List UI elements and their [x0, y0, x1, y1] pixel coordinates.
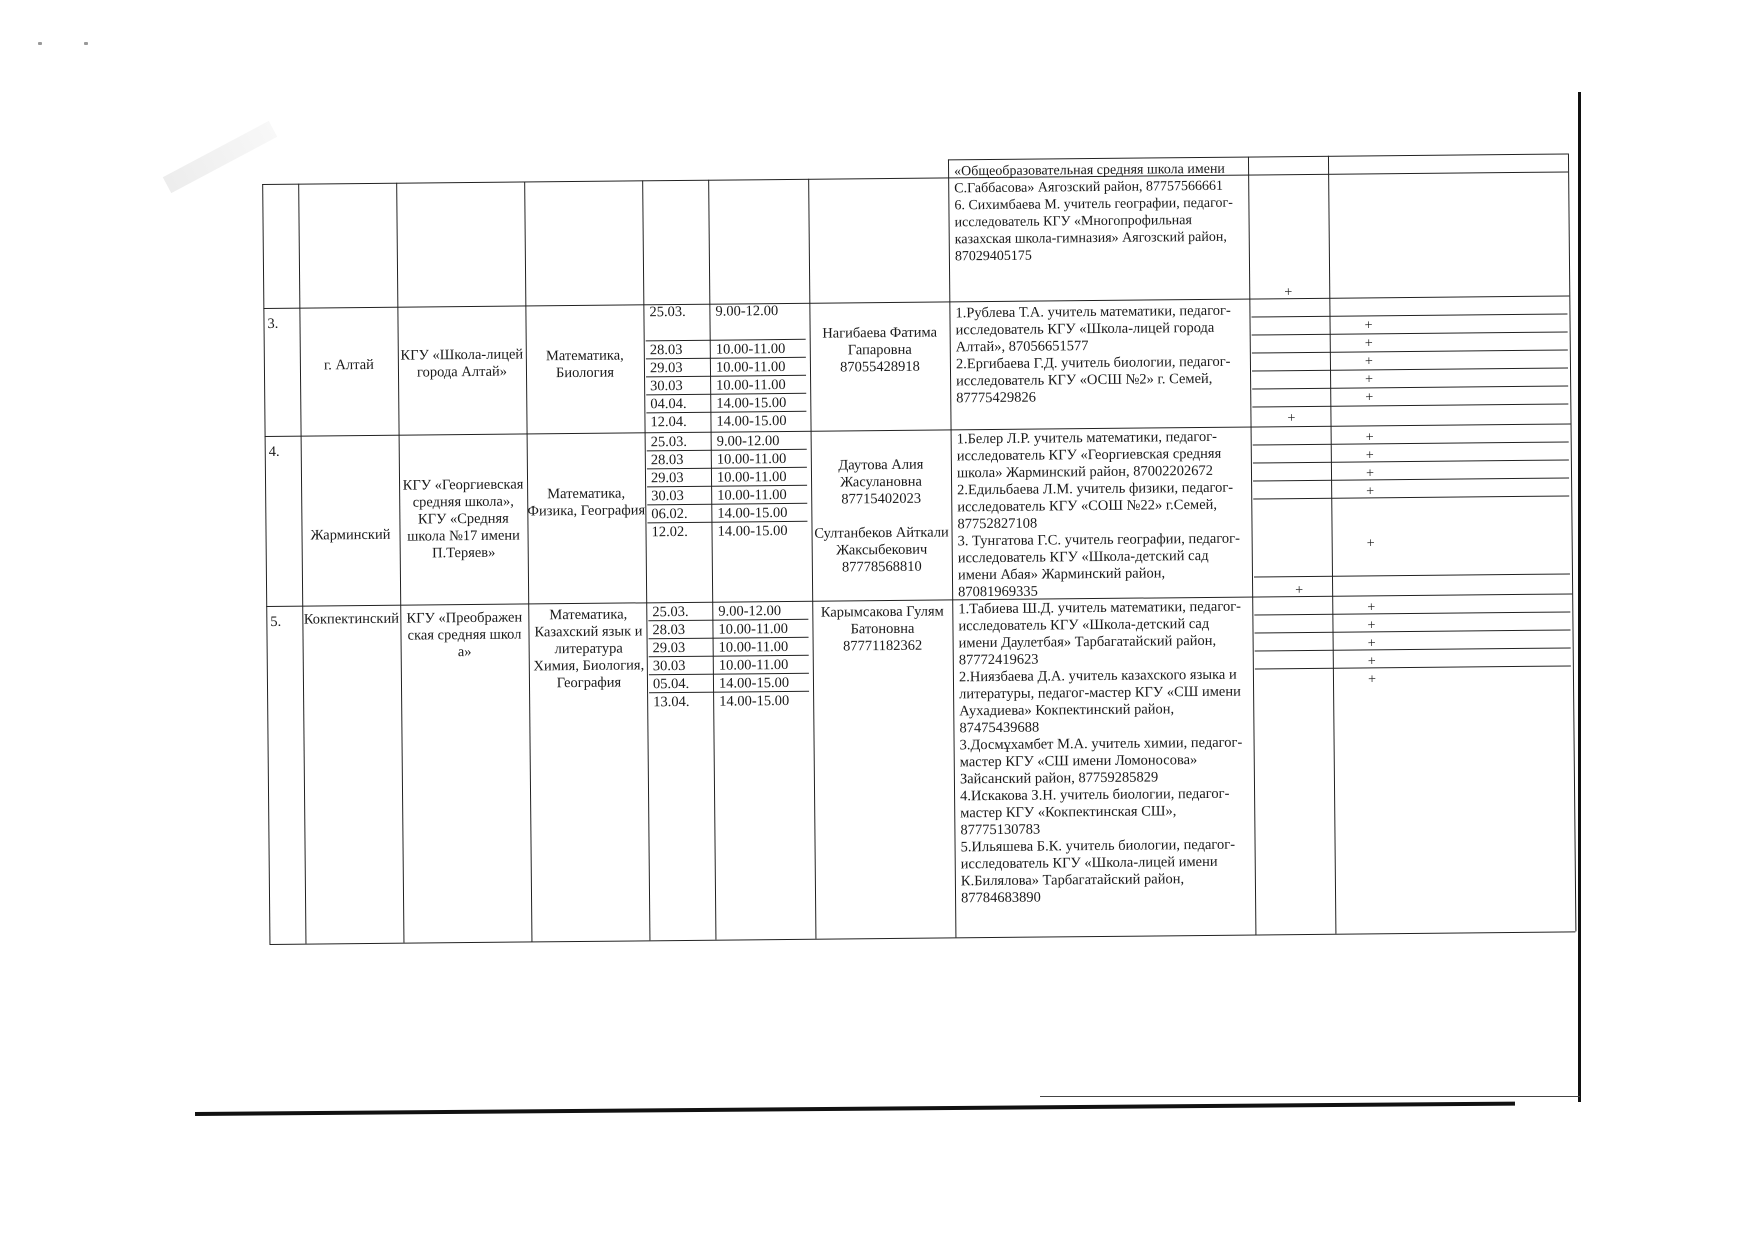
- plus-mark: +: [1365, 448, 1374, 464]
- time: 14.00-15.00: [718, 674, 790, 692]
- date: 28.03: [652, 621, 686, 639]
- time: 10.00-11.00: [718, 656, 789, 674]
- mark-line: [1253, 477, 1569, 481]
- plus-mark: +: [1365, 372, 1374, 388]
- plus-mark: +: [1364, 318, 1373, 334]
- table-bottom-border: [269, 931, 1575, 945]
- district-name: г. Алтай: [323, 356, 374, 373]
- school-name: КГУ «Преображенская средняя школа»: [406, 609, 523, 661]
- subjects: Математика, Казахский язык и литература Химия, Биология, География: [533, 606, 645, 692]
- plus-mark: +: [1366, 484, 1375, 500]
- scan-speck: [38, 42, 42, 45]
- mark-line: [1252, 403, 1568, 407]
- district-name: Жарминский: [310, 526, 391, 544]
- plus-mark: +: [1364, 354, 1373, 370]
- plus-mark: +: [1287, 411, 1296, 427]
- plus-mark: +: [1367, 618, 1376, 634]
- page-edge-right: [1578, 92, 1581, 1102]
- time: 14.00-15.00: [716, 412, 787, 430]
- time: 9.00-12.00: [716, 433, 780, 450]
- time: 10.00-11.00: [718, 638, 789, 656]
- coordinator: Даутова Алия Жасулановна 87715402023 Султанбеков Айткали Жаксыбекович 87778568810: [814, 456, 949, 575]
- row-number: 4.: [268, 443, 280, 460]
- table-top-border: [262, 171, 1568, 185]
- time: 9.00-12.00: [718, 603, 782, 620]
- mark-line: [1253, 459, 1569, 463]
- date: 30.03: [650, 377, 683, 395]
- scan-speck: [84, 42, 88, 45]
- row-number: 5.: [270, 613, 282, 630]
- subjects: Математика, Биология: [545, 347, 624, 382]
- top-fragment-border: [948, 153, 1568, 160]
- participants: 1.Рублева Т.А. учитель математики, педагог-исследователь КГУ «Школа-лицей города Алтай», 87056651577 2.Ергибаева Г.Д. учитель биологии, педагог-исследователь КГУ «ОСШ №2» г. Семей, 87775429826: [955, 302, 1231, 407]
- time: 14.00-15.00: [717, 504, 788, 522]
- plus-mark: +: [1367, 672, 1377, 688]
- page-edge-bottom: [195, 1102, 1515, 1116]
- col-line: [262, 184, 270, 944]
- row-number: 3.: [267, 315, 279, 332]
- coordinator: Карымсакова Гулям Батоновна 87771182362: [820, 603, 944, 655]
- date: 30.03: [651, 487, 684, 505]
- scan-smudge: [163, 121, 277, 193]
- date: 29.03: [650, 469, 684, 487]
- time: 10.00-11.00: [717, 486, 787, 504]
- mark-line: [1252, 349, 1568, 353]
- plus-mark: +: [1295, 583, 1304, 599]
- plus-mark: +: [1367, 636, 1376, 652]
- time: 10.00-11.00: [716, 450, 787, 468]
- participants-continuation: «Общеобразовательная средняя школа имени С.Габбасова» Аягозский район, 87757566661 6. Сихимбаева М. учитель географии, педагог-исследователь КГУ «Многопрофильная казахская школа-гимназия» Аягозский район, 87029405175: [954, 161, 1233, 265]
- mark-line: [1251, 313, 1567, 317]
- plus-mark: +: [1284, 285, 1293, 301]
- date: 30.03: [652, 657, 686, 675]
- row-divider: [263, 295, 1569, 309]
- mark-line: [1252, 367, 1568, 371]
- mark-line: [1253, 495, 1569, 499]
- mark-line: [1255, 629, 1571, 633]
- mark-line: [1254, 611, 1570, 615]
- mark-line: [1255, 665, 1571, 669]
- date: 25.03.: [649, 303, 686, 321]
- mark-line: [1253, 441, 1569, 445]
- school-name: КГУ «Школа-лицей города Алтай»: [400, 346, 524, 381]
- page-edge-line: [1040, 1096, 1580, 1097]
- plus-mark: +: [1365, 390, 1374, 406]
- plus-mark: +: [1366, 536, 1375, 552]
- mark-line: [1252, 331, 1568, 335]
- col-line: [642, 180, 650, 940]
- date: 29.03: [649, 359, 683, 377]
- date: 04.04.: [650, 395, 687, 413]
- schedule-table: [262, 153, 1576, 1045]
- time: 10.00-11.00: [718, 620, 789, 638]
- plus-mark: +: [1365, 430, 1374, 446]
- school-name: КГУ «Георгиевская средняя школа», КГУ «Средняя школа №17 имени П.Теряев»: [402, 476, 524, 561]
- time: 10.00-11.00: [716, 468, 787, 486]
- date: 06.02.: [651, 505, 688, 523]
- time: 14.00-15.00: [716, 394, 787, 412]
- date: 05.04.: [652, 675, 690, 693]
- col-line: [1568, 153, 1576, 931]
- time: 10.00-11.00: [716, 376, 786, 394]
- coordinator: Нагибаева Фатима Гапаровна 87055428918: [822, 324, 938, 375]
- participants: 1.Табиева Ш.Д. учитель математики, педагог-исследователь КГУ «Школа-детский сад имени Даулетбая» Тарбагатайский район, 87772419623 2.Ниязбаева Д.А. учитель казахского языка и литературы, педагог-мастер КГУ «СШ имени Аухадиева» Кокпектинский район, 87475439688 3.Досмұхамбет М.А. учитель химии, педагог-мастер КГУ «СШ имени Ломоносова» Зайсанский район, 87759285829 4.Искакова З.Н. учитель биологии, педагог-мастер КГУ «Кокпектинская СШ», 87775130783 5.Ильяшева Б.К. учитель биологии, педагог-исследователь КГУ «Школа-лицей имени К.Билялова» Тарбагатайский район, 87784683890: [958, 598, 1243, 907]
- subjects: Математика, Физика, География: [527, 485, 646, 520]
- date: 12.02.: [651, 523, 688, 541]
- time: 10.00-11.00: [715, 358, 786, 376]
- plus-mark: +: [1365, 466, 1375, 482]
- date: 28.03: [649, 341, 683, 359]
- time: 10.00-11.00: [715, 340, 786, 358]
- plus-mark: +: [1367, 600, 1376, 616]
- time: 14.00-15.00: [719, 692, 790, 710]
- district-name: Кокпектинский: [303, 610, 400, 628]
- date: 25.03.: [652, 603, 689, 621]
- col-line: [1328, 156, 1336, 934]
- mark-line: [1252, 385, 1568, 389]
- date: 13.04.: [653, 693, 690, 711]
- date: 29.03: [652, 639, 686, 657]
- date: 25.03.: [650, 433, 687, 451]
- mark-line: [1255, 647, 1571, 651]
- time: 14.00-15.00: [717, 522, 788, 540]
- mark-line: [1254, 573, 1570, 577]
- plus-mark: +: [1367, 654, 1376, 670]
- plus-mark: +: [1364, 336, 1373, 352]
- date: 28.03: [650, 451, 684, 469]
- participants: 1.Белер Л.Р. учитель математики, педагог-исследователь КГУ «Георгиевская средняя школа» Жарминский район, 87002202672 2.Едильбаева Л.М. учитель физики, педагог-исследователь КГУ «СОШ №22» г.Семей, 87752827108 3. Тунгатова Г.С. учитель географии, педагог-исследователь КГУ «Школа-детский сад имени Абая» Жарминский район, 87081969335: [956, 428, 1240, 601]
- col-line: [708, 180, 716, 940]
- time: 9.00-12.00: [715, 303, 779, 320]
- date: 12.04.: [650, 413, 687, 431]
